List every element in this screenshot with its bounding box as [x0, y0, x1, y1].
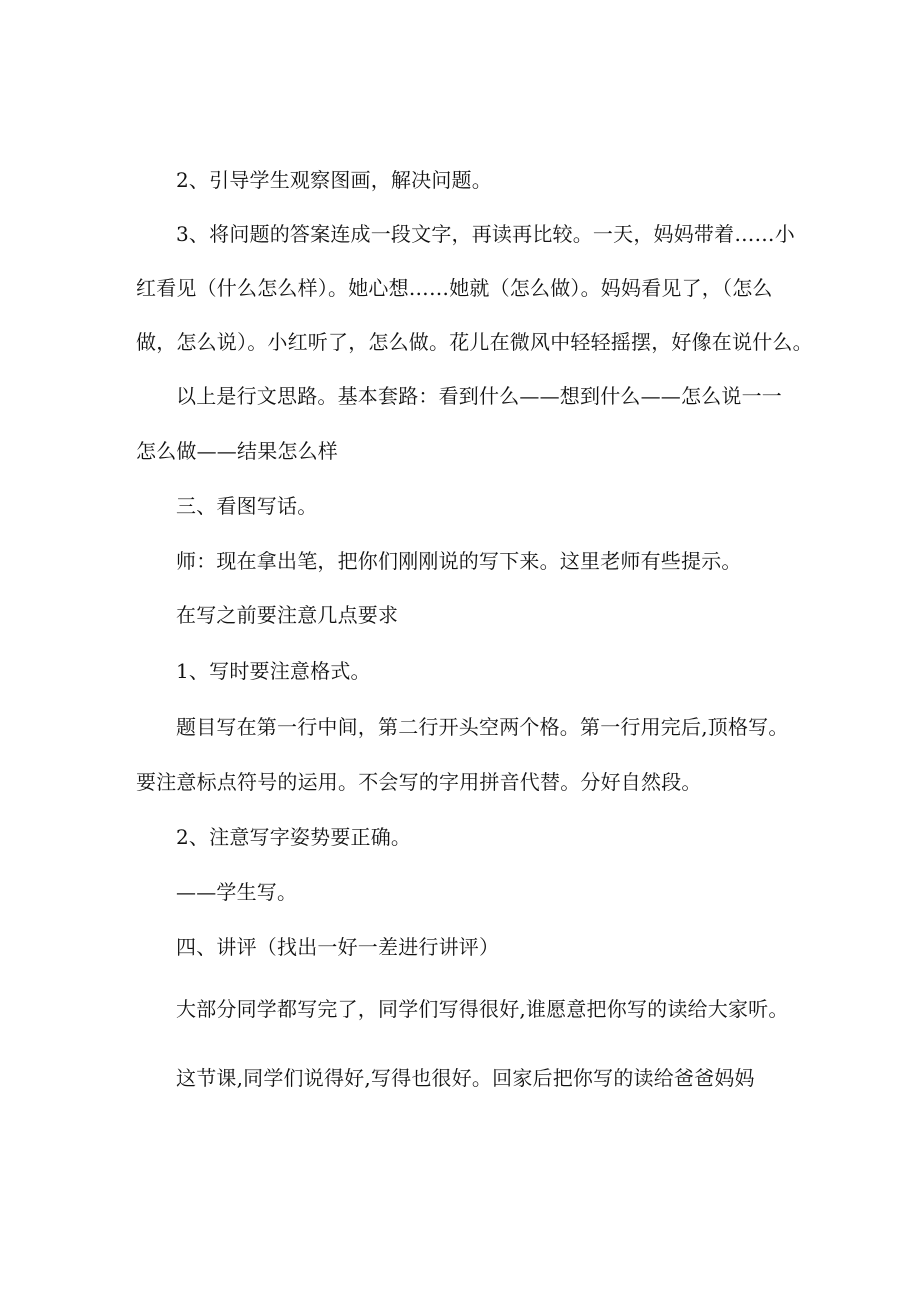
text-line-17: 这节课,同学们说得好,写得也很好。回家后把你写的读给爸爸妈妈 — [176, 1066, 755, 1090]
text-line-1: 2、引导学生观察图画，解决问题。 — [176, 168, 492, 192]
text-line-12: 要注意标点符号的运用。不会写的字用拼音代替。分好自然段。 — [136, 770, 702, 794]
text-line-14: ——学生写。 — [176, 880, 298, 904]
text-line-8: 师：现在拿出笔，把你们刚刚说的写下来。这里老师有些提示。 — [176, 549, 742, 573]
text-line-2: 3、将问题的答案连成一段文字，再读再比较。一天，妈妈带着……小 — [176, 222, 795, 246]
text-line-13: 2、注意写字姿势要正确。 — [176, 825, 412, 849]
text-line-10: 1、写时要注意格式。 — [176, 659, 371, 683]
text-line-11: 题目写在第一行中间，第二行开头空两个格。第一行用完后,顶格写。 — [176, 715, 789, 739]
text-line-9: 在写之前要注意几点要求 — [176, 603, 399, 627]
section-heading-4: 四、讲评（找出一好一差进行讲评） — [176, 935, 500, 959]
section-heading-3: 三、看图写话。 — [176, 494, 318, 518]
text-line-16: 大部分同学都写完了，同学们写得很好,谁愿意把你写的读给大家听。 — [176, 997, 789, 1021]
text-line-4: 做，怎么说）。小红听了，怎么做。花儿在微风中轻轻摇摆，好像在说什么。 — [136, 330, 813, 354]
text-line-5: 以上是行文思路。基本套路：看到什么——想到什么——怎么说一一 — [176, 384, 782, 408]
text-line-3: 红看见（什么怎么样）。她心想……她就（怎么做）。妈妈看见了，（怎么 — [136, 276, 773, 300]
text-line-6: 怎么做——结果怎么样 — [136, 439, 338, 463]
